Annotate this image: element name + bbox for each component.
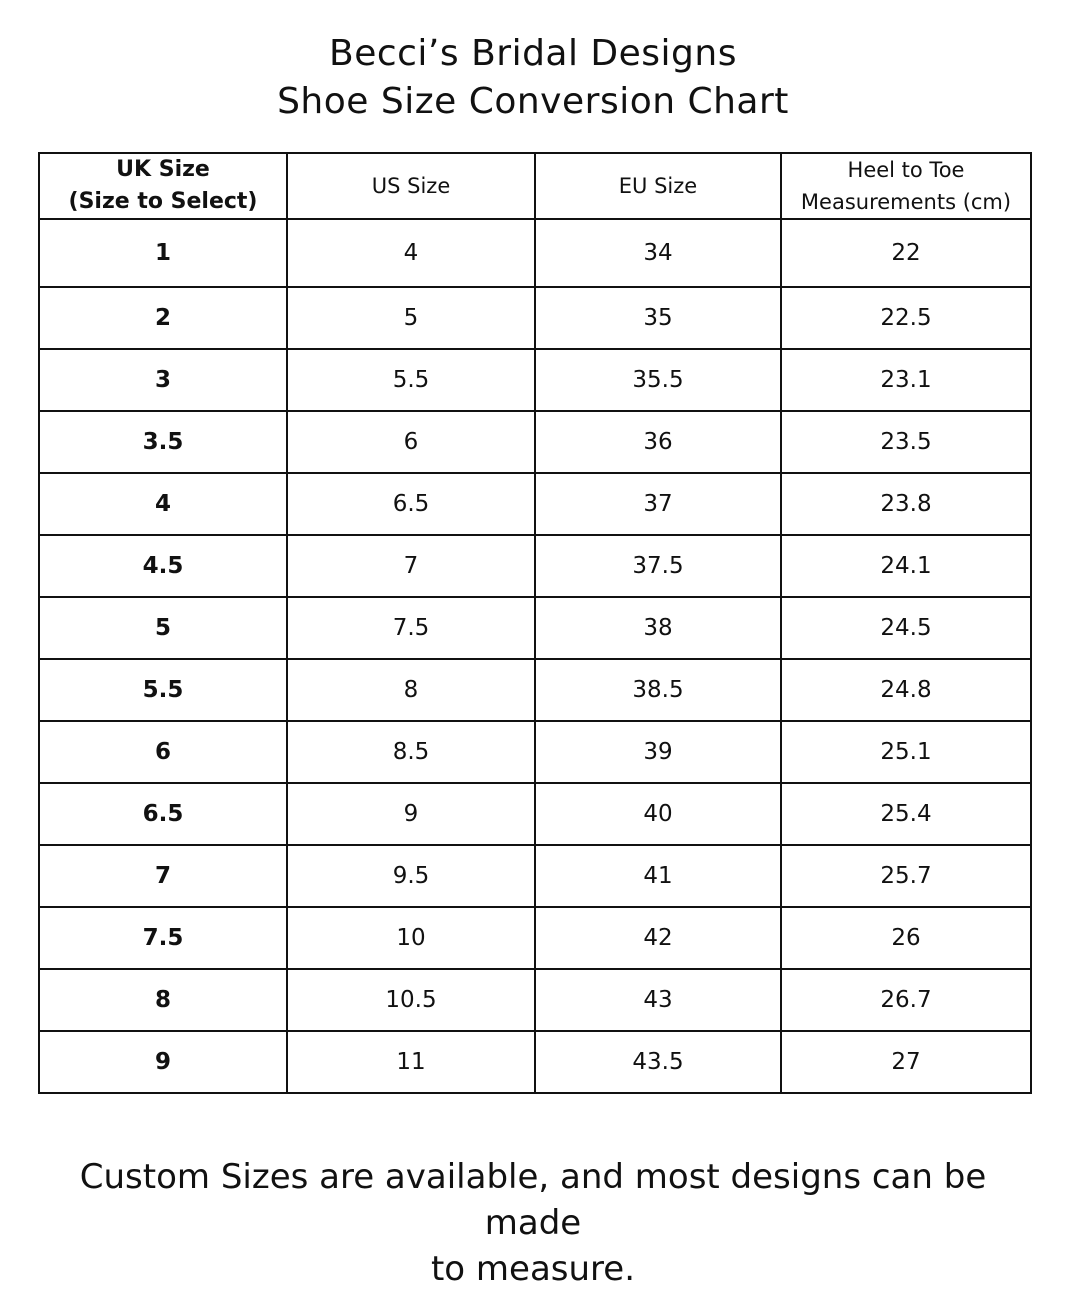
cell-uk-size: 5 [39,597,287,659]
table-row [39,473,1031,535]
chart-subtitle: Shoe Size Conversion Chart [277,81,789,122]
cell-uk-size: 4.5 [39,535,287,597]
cell-heel-to-toe: 24.1 [781,535,1031,597]
table-row [39,535,1031,597]
custom-sizes-note-line1: Custom Sizes are available, and most designs can be made [79,1157,987,1243]
cell-eu-size: 35 [535,287,781,349]
table-row [39,349,1031,411]
table-row [39,845,1031,907]
cell-uk-size: 2 [39,287,287,349]
cell-us-size: 6.5 [287,473,535,535]
cell-uk-size: 7 [39,845,287,907]
cell-heel-to-toe: 23.5 [781,411,1031,473]
cell-uk-size: 9 [39,1031,287,1093]
table-row [39,219,1031,287]
cell-eu-size: 43 [535,969,781,1031]
header-uk-size [39,153,287,219]
table-header-row [39,153,1031,219]
cell-us-size: 5.5 [287,349,535,411]
table-row [39,721,1031,783]
table-row [39,411,1031,473]
cell-us-size: 9 [287,783,535,845]
cell-heel-to-toe: 27 [781,1031,1031,1093]
cell-heel-to-toe: 24.5 [781,597,1031,659]
cell-us-size: 11 [287,1031,535,1093]
cell-eu-size: 35.5 [535,349,781,411]
custom-sizes-note-line2: to measure. [430,1249,636,1289]
cell-eu-size: 38.5 [535,659,781,721]
table-row [39,907,1031,969]
table-row [39,287,1031,349]
cell-uk-size: 3 [39,349,287,411]
cell-heel-to-toe: 22.5 [781,287,1031,349]
cell-heel-to-toe: 23.8 [781,473,1031,535]
cell-heel-to-toe: 24.8 [781,659,1031,721]
cell-heel-to-toe: 23.1 [781,349,1031,411]
cell-us-size: 6 [287,411,535,473]
cell-eu-size: 43.5 [535,1031,781,1093]
table-row [39,969,1031,1031]
header-us-size: US Size [287,153,535,219]
header-uk-size-line1: UK Size [116,157,210,182]
cell-us-size: 5 [287,287,535,349]
cell-eu-size: 41 [535,845,781,907]
cell-uk-size: 8 [39,969,287,1031]
cell-us-size: 10 [287,907,535,969]
cell-eu-size: 39 [535,721,781,783]
header-eu-size: EU Size [535,153,781,219]
chart-title [0,30,1066,126]
table-body [39,219,1031,1093]
cell-heel-to-toe: 22 [781,219,1031,287]
header-heel-to-toe [781,153,1031,219]
brand-title: Becci’s Bridal Designs [329,33,737,74]
cell-heel-to-toe: 25.1 [781,721,1031,783]
cell-us-size: 7 [287,535,535,597]
cell-us-size: 10.5 [287,969,535,1031]
cell-uk-size: 7.5 [39,907,287,969]
cell-uk-size: 3.5 [39,411,287,473]
cell-uk-size: 1 [39,219,287,287]
header-heel-to-toe-line2: Measurements (cm) [800,190,1012,214]
table-row [39,597,1031,659]
cell-heel-to-toe: 25.7 [781,845,1031,907]
cell-heel-to-toe: 26.7 [781,969,1031,1031]
cell-us-size: 7.5 [287,597,535,659]
cell-uk-size: 5.5 [39,659,287,721]
custom-sizes-note [40,1154,1026,1292]
cell-eu-size: 40 [535,783,781,845]
cell-heel-to-toe: 26 [781,907,1031,969]
cell-eu-size: 34 [535,219,781,287]
table-row [39,659,1031,721]
cell-uk-size: 6 [39,721,287,783]
header-heel-to-toe-line1: Heel to Toe [847,158,965,182]
cell-eu-size: 37.5 [535,535,781,597]
cell-eu-size: 37 [535,473,781,535]
cell-eu-size: 42 [535,907,781,969]
cell-us-size: 9.5 [287,845,535,907]
cell-us-size: 8 [287,659,535,721]
size-conversion-table [38,152,1032,1094]
cell-us-size: 4 [287,219,535,287]
table-row [39,1031,1031,1093]
table-row [39,783,1031,845]
cell-uk-size: 4 [39,473,287,535]
cell-eu-size: 38 [535,597,781,659]
header-uk-size-line2: (Size to Select) [68,189,258,214]
cell-us-size: 8.5 [287,721,535,783]
cell-eu-size: 36 [535,411,781,473]
cell-heel-to-toe: 25.4 [781,783,1031,845]
cell-uk-size: 6.5 [39,783,287,845]
